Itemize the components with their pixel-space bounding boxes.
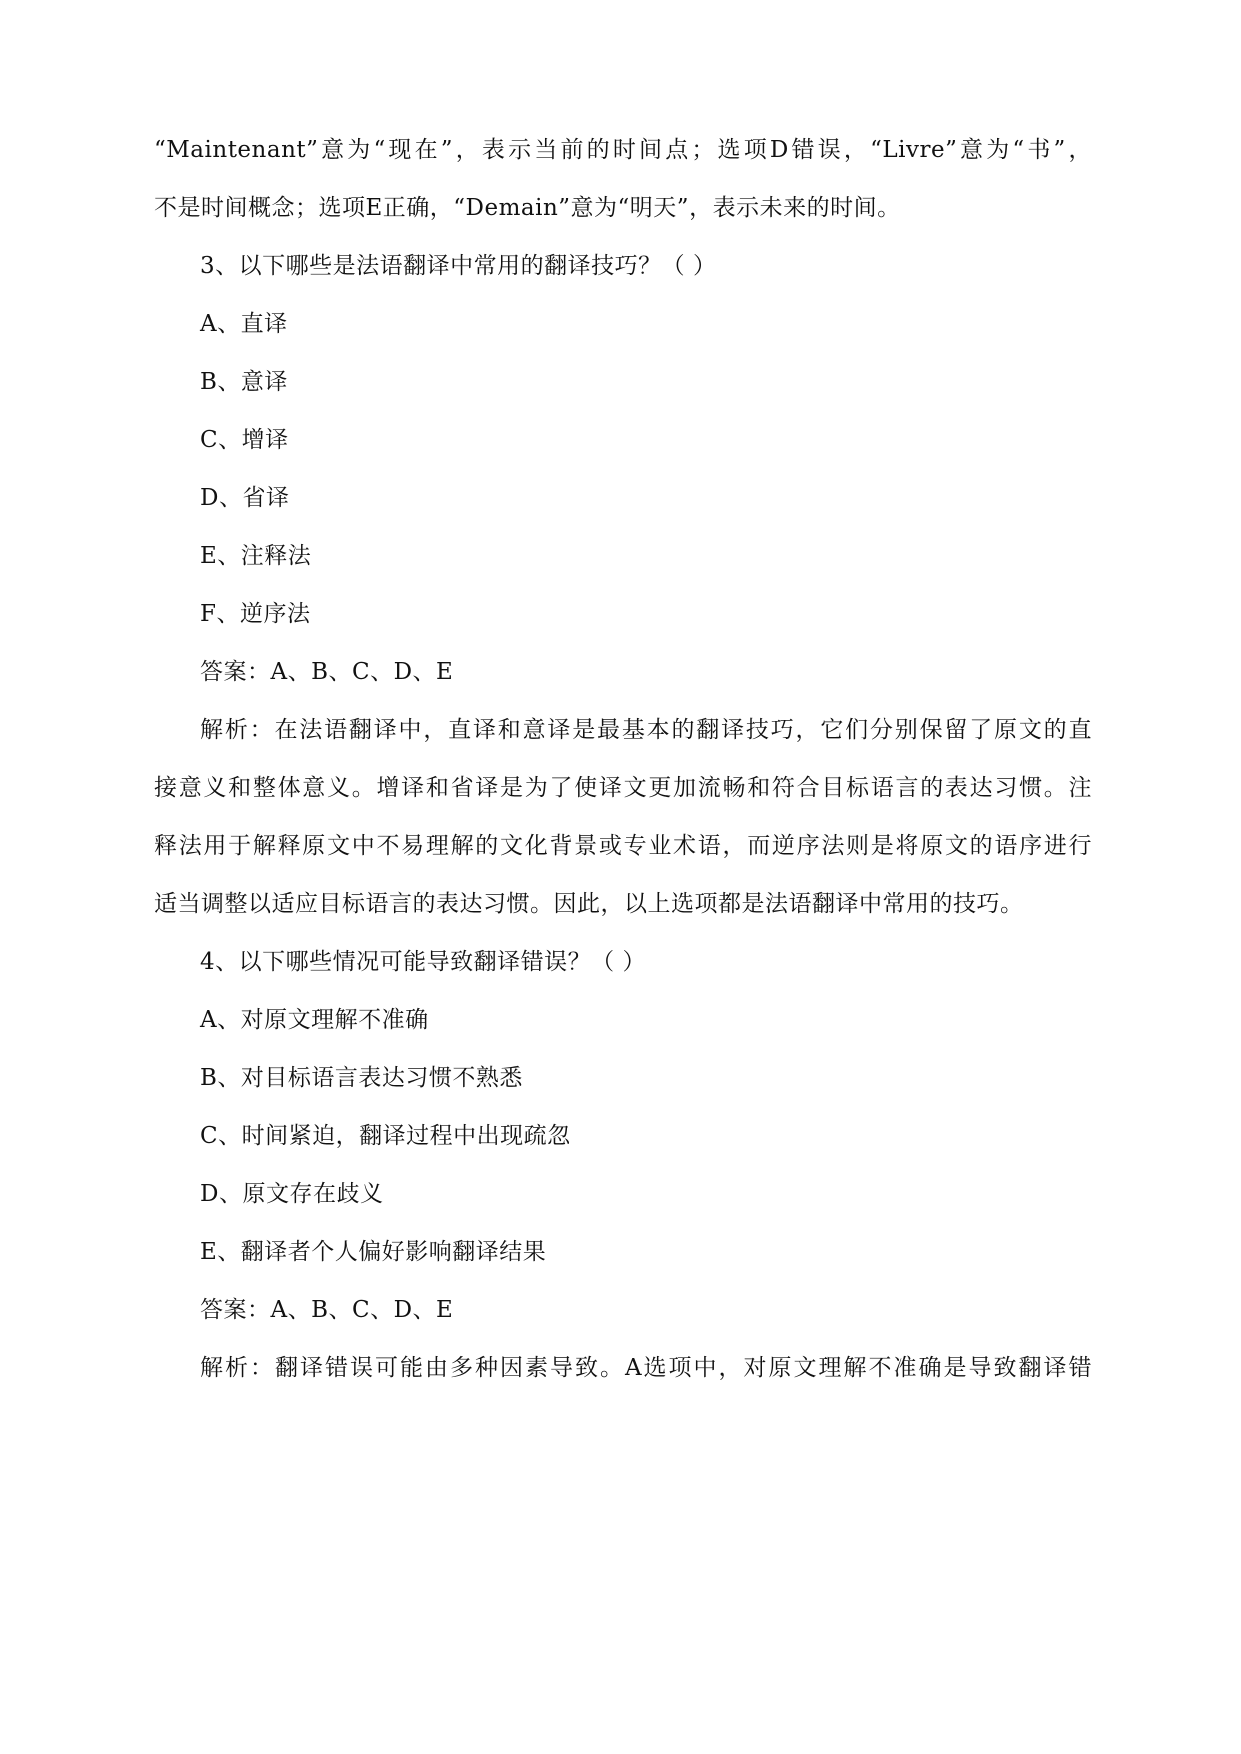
q3-option-f: F、逆序法	[200, 601, 311, 627]
q3-stem: 3、以下哪些是法语翻译中常用的翻译技巧？（ ）	[200, 253, 717, 279]
q4-option-d: D、原文存在歧义	[200, 1181, 384, 1207]
q4-option-c: C、时间紧迫，翻译过程中出现疏忽	[200, 1123, 571, 1149]
q4-analysis-line-1: 解析：翻译错误可能由多种因素导致。A选项中，对原文理解不准确是导致翻译错	[200, 1355, 1092, 1381]
q4-option-e: E、翻译者个人偏好影响翻译结果	[200, 1239, 547, 1265]
q3-option-e: E、注释法	[200, 543, 312, 569]
q3-answer: 答案：A、B、C、D、E	[200, 659, 454, 685]
q3-analysis-line-1: 解析：在法语翻译中，直译和意译是最基本的翻译技巧，它们分别保留了原文的直	[200, 717, 1092, 743]
q3-option-c: C、增译	[200, 427, 289, 453]
continuation-line-2: 不是时间概念；选项E正确，“Demain”意为“明天”，表示未来的时间。	[154, 195, 901, 221]
q3-analysis-line-3: 释法用于解释原文中不易理解的文化背景或专业术语，而逆序法则是将原文的语序进行	[154, 833, 1092, 859]
q4-option-a: A、对原文理解不准确	[200, 1007, 429, 1033]
q3-option-a: A、直译	[200, 311, 288, 337]
q4-option-b: B、对目标语言表达习惯不熟悉	[200, 1065, 523, 1091]
q4-stem: 4、以下哪些情况可能导致翻译错误？（ ）	[200, 949, 646, 975]
q3-analysis-line-2: 接意义和整体意义。增译和省译是为了使译文更加流畅和符合目标语言的表达习惯。注	[154, 775, 1092, 801]
q4-answer: 答案：A、B、C、D、E	[200, 1297, 454, 1323]
q3-option-b: B、意译	[200, 369, 288, 395]
continuation-line-1: “Maintenant”意为“现在”，表示当前的时间点；选项D错误，“Livre”意为“书”，	[154, 137, 1092, 163]
q3-option-d: D、省译	[200, 485, 290, 511]
q3-analysis-line-4: 适当调整以适应目标语言的表达习惯。因此，以上选项都是法语翻译中常用的技巧。	[154, 891, 1024, 917]
